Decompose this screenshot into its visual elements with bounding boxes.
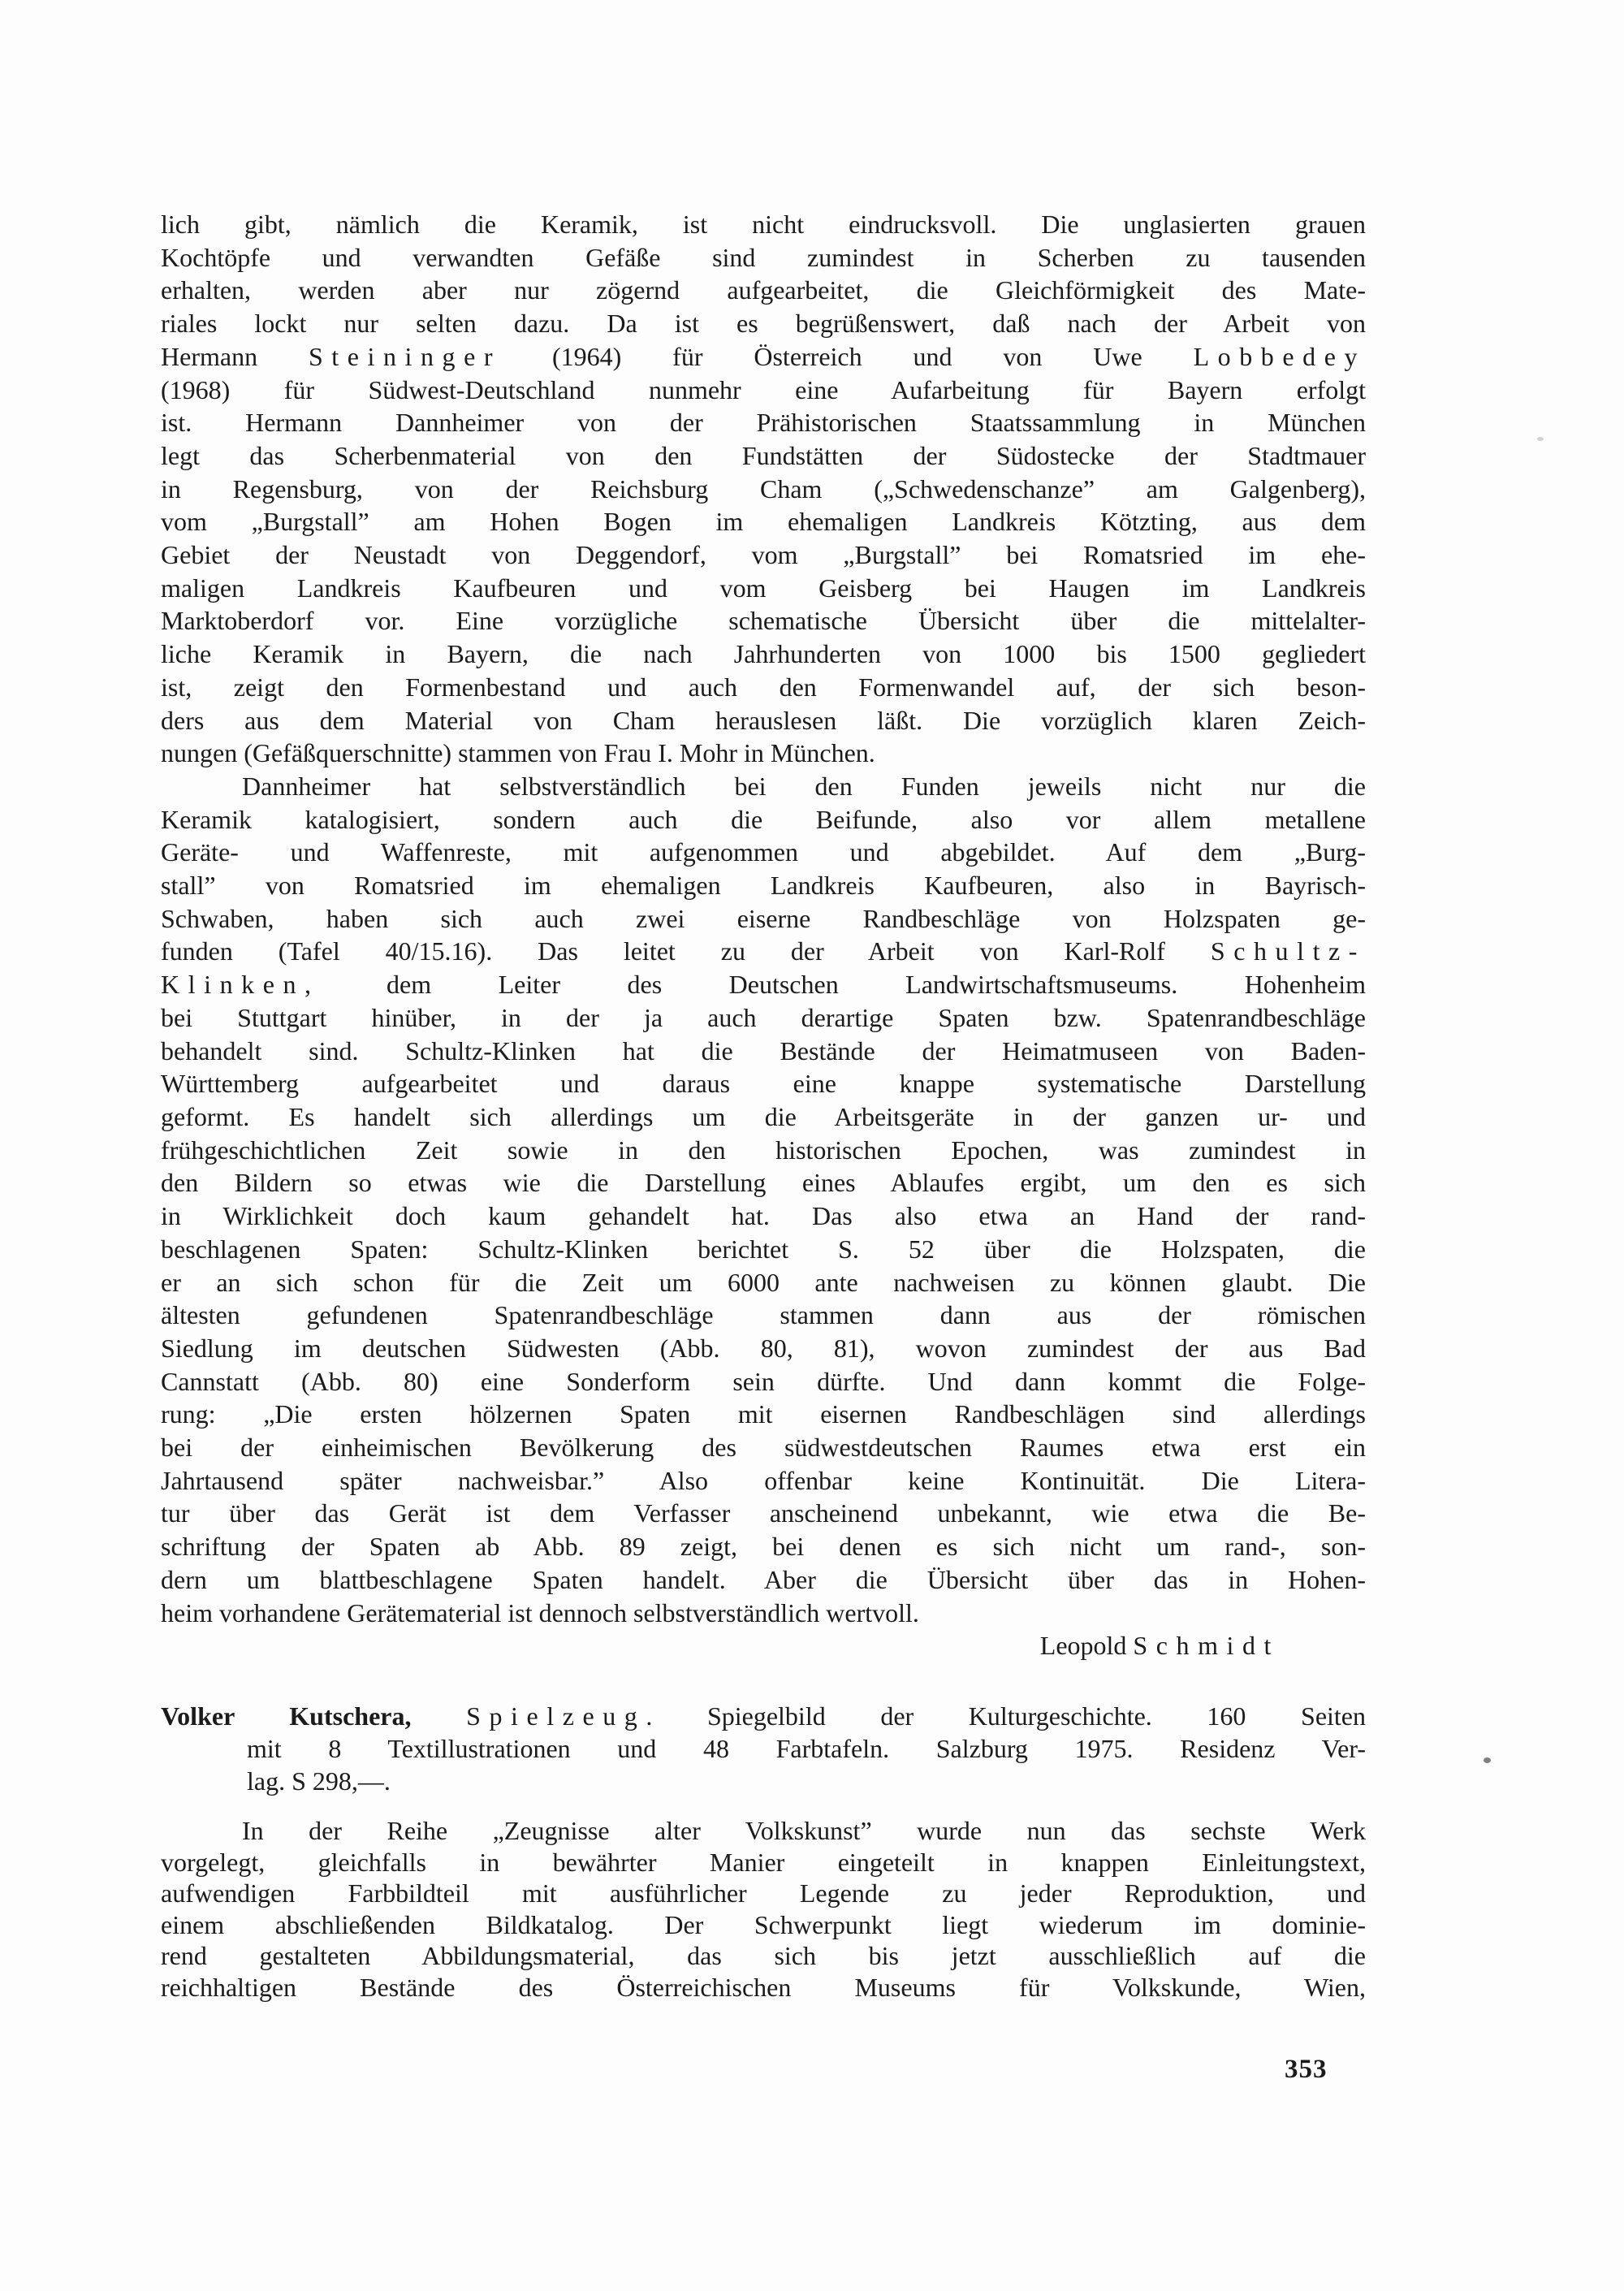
text-line	[161, 1847, 1366, 1878]
text-segment: einem abschließenden Bildkatalog. Der Schwerpunkt liegt wiederum im dominie-	[161, 1909, 1366, 1939]
letterspaced-name: Steininger	[308, 341, 502, 371]
text-segment: geformt. Es handelt sich allerdings um die Arbeitsgeräte in der ganzen ur- und	[161, 1101, 1366, 1131]
text-segment: stall” von Romatsried im ehemaligen Landkreis Kaufbeuren, also in Bayrisch-	[161, 871, 1366, 901]
text-line	[161, 1067, 1366, 1100]
text-line	[161, 836, 1366, 869]
text-line	[161, 1530, 1366, 1563]
text-segment: Leopold	[1039, 1631, 1134, 1661]
text-line	[161, 638, 1366, 671]
text-segment: behandelt sind. Schultz-Klinken hat die Bestände der Heimatmuseen von Baden-	[161, 1035, 1366, 1066]
text-line	[161, 1001, 1366, 1035]
text-segment: in Regensburg, von der Reichsburg Cham („Schwedenschanze” am Galgenberg),	[161, 473, 1366, 504]
letterspaced-name: Lobbedey	[1193, 341, 1367, 371]
text-segment: Cannstatt (Abb. 80) eine Sonderform sein dürfte. Und dann kommt die Folge-	[161, 1366, 1366, 1396]
text-segment: ist. Hermann Dannheimer von der Prähistorischen Staatssammlung in München	[161, 408, 1366, 438]
text-segment: riales lockt nur selten dazu. Da ist es begrüßenswert, daß nach der Arbeit von	[161, 309, 1366, 339]
text-segment: rend gestalteten Abbildungsmaterial, das sich bis jetzt ausschließlich auf die	[161, 1941, 1366, 1971]
text-segment: legt das Scherbenmaterial von den Fundstätten der Südostecke der Stadtmauer	[161, 440, 1366, 470]
text-segment: Hermann	[161, 341, 309, 371]
letterspaced-name: Schmidt	[1133, 1631, 1280, 1661]
text-line	[161, 1597, 1366, 1630]
text-line	[161, 1035, 1366, 1068]
text-segment: frühgeschichtlichen Zeit sowie in den historischen Epochen, was zumindest in	[161, 1135, 1366, 1165]
text-line	[161, 406, 1366, 439]
text-segment: in Wirklichkeit doch kaum gehandelt hat. Das also etwa an Hand der rand-	[161, 1201, 1366, 1231]
text-segment: Dannheimer hat selbstverständlich bei den Funden jeweils nicht nur die	[242, 771, 1366, 801]
bold-text-segment: Volker Kutschera,	[161, 1701, 412, 1731]
text-segment: Gebiet der Neustadt von Deggendorf, vom „Burgstall” bei Romatsried im ehe-	[161, 540, 1366, 570]
text-line	[161, 1266, 1366, 1299]
text-line	[161, 1815, 1366, 1847]
text-segment: maligen Landkreis Kaufbeuren und vom Geisberg bei Haugen im Landkreis	[161, 573, 1366, 603]
text-line	[161, 374, 1366, 407]
text-segment: Geräte- und Waffenreste, mit aufgenommen und abgebildet. Auf dem „Burg-	[161, 837, 1366, 867]
text-segment: Siedlung im deutschen Südwesten (Abb. 80, 81), wovon zumindest der aus Bad	[161, 1333, 1366, 1363]
text-line	[161, 704, 1366, 737]
text-line	[161, 439, 1366, 473]
text-line	[161, 1878, 1366, 1909]
text-segment: beschlagenen Spaten: Schultz-Klinken berichtet S. 52 über die Holzspaten, die	[161, 1234, 1366, 1264]
text-segment: er an sich schon für die Zeit um 6000 ante nachweisen zu können glaubt. Die	[161, 1267, 1366, 1297]
review1-text-block	[161, 208, 1366, 1662]
text-line	[161, 1765, 1366, 1797]
text-segment: Württemberg aufgearbeitet und daraus eine knappe systematische Darstellung	[161, 1069, 1366, 1099]
text-line	[161, 473, 1366, 506]
text-line	[161, 1732, 1366, 1765]
text-line	[161, 935, 1366, 968]
text-segment: (1964) für Österreich und von Uwe	[501, 341, 1194, 371]
text-line	[161, 307, 1366, 340]
text-segment: bei der einheimischen Bevölkerung des südwestdeutschen Raumes etwa erst ein	[161, 1433, 1366, 1463]
text-line	[161, 1299, 1366, 1332]
text-segment: bei Stuttgart hinüber, in der ja auch derartige Spaten bzw. Spatenrandbeschläge	[161, 1002, 1366, 1032]
text-line	[161, 1166, 1366, 1200]
text-line	[161, 1700, 1366, 1732]
text-segment: vorgelegt, gleichfalls in bewährter Manier eingeteilt in knappen Einleitungstext,	[161, 1847, 1366, 1877]
text-line	[161, 1464, 1366, 1498]
text-line	[161, 803, 1366, 836]
text-segment: mit 8 Textillustrationen und 48 Farbtafeln. Salzburg 1975. Residenz Ver-	[247, 1734, 1366, 1763]
text-segment: In der Reihe „Zeugnisse alter Volkskunst” wurde nun das sechste Werk	[242, 1816, 1366, 1845]
text-segment: nungen (Gefäßquerschnitte) stammen von Frau I. Mohr in München.	[161, 738, 875, 768]
text-line	[161, 572, 1366, 605]
text-segment: Schwaben, haben sich auch zwei eiserne Randbeschläge von Holzspaten ge-	[161, 903, 1366, 933]
text-line	[161, 671, 1366, 704]
text-segment: dem Leiter des Deutschen Landwirtschaftsmuseums. Hohenheim	[319, 970, 1366, 1000]
text-segment: liche Keramik in Bayern, die nach Jahrhunderten von 1000 bis 1500 gegliedert	[161, 639, 1366, 669]
text-segment: den Bildern so etwas wie die Darstellung eines Ablaufes ergibt, um den es sich	[161, 1168, 1366, 1198]
text-segment: aufwendigen Farbbildteil mit ausführlicher Legende zu jeder Reproduktion, und	[161, 1878, 1366, 1908]
text-segment	[412, 1701, 467, 1731]
text-line	[161, 1365, 1366, 1398]
text-line	[161, 340, 1366, 374]
text-line	[161, 902, 1366, 936]
text-segment: Marktoberdorf vor. Eine vorzügliche schematische Übersicht über die mittelalter-	[161, 606, 1366, 636]
text-segment: . Spiegelbild der Kulturgeschichte. 160 Seiten	[646, 1701, 1367, 1731]
text-segment: ältesten gefundenen Spatenrandbeschläge stammen dann aus der römischen	[161, 1300, 1366, 1330]
scan-speck	[1484, 1757, 1491, 1763]
text-line	[161, 869, 1366, 902]
text-segment: ist, zeigt den Formenbestand und auch den Formenwandel auf, der sich beson-	[161, 672, 1366, 702]
text-line	[161, 1497, 1366, 1530]
text-segment: lich gibt, nämlich die Keramik, ist nicht eindrucksvoll. Die unglasierten grauen	[161, 210, 1366, 239]
text-segment: rung: „Die ersten hölzernen Spaten mit eisernen Randbeschlägen sind allerdings	[161, 1399, 1366, 1429]
text-segment: reichhaltigen Bestände des Österreichischen Museums für Volkskunde, Wien,	[161, 1972, 1366, 2002]
text-segment: heim vorhandene Gerätematerial ist dennoch selbstverständlich wertvoll.	[161, 1597, 919, 1627]
text-line	[161, 1233, 1366, 1266]
text-segment: funden (Tafel 40/15.16). Das leitet zu der Arbeit von Karl-Rolf	[161, 936, 1211, 966]
text-line	[161, 1563, 1366, 1597]
text-line	[161, 1100, 1366, 1134]
text-segment: vom „Burgstall” am Hohen Bogen im ehemaligen Landkreis Kötzting, aus dem	[161, 507, 1366, 537]
text-line	[161, 241, 1366, 274]
text-segment: tur über das Gerät ist dem Verfasser anscheinend unbekannt, wie etwa die Be-	[161, 1498, 1366, 1528]
text-line	[161, 1332, 1366, 1365]
text-segment: lag. S 298,—.	[247, 1766, 391, 1796]
text-segment: Keramik katalogisiert, sondern auch die Beifunde, also vor allem metallene	[161, 804, 1366, 834]
text-line	[161, 1398, 1366, 1431]
review2-heading-block	[161, 1700, 1366, 1797]
page-number: 353	[1285, 2055, 1328, 2084]
letterspaced-name: Klinken,	[161, 970, 320, 1000]
letterspaced-name: Spielzeug	[466, 1701, 646, 1731]
text-segment: ders aus dem Material von Cham herauslesen läßt. Die vorzüglich klaren Zeich-	[161, 705, 1366, 735]
text-segment: (1968) für Südwest-Deutschland nunmehr eine Aufarbeitung für Bayern erfolgt	[161, 374, 1366, 404]
text-line	[161, 968, 1366, 1001]
text-segment: Kochtöpfe und verwandten Gefäße sind zumindest in Scherben zu tausenden	[161, 242, 1366, 272]
text-line	[161, 1972, 1366, 2004]
text-line	[161, 274, 1366, 307]
text-segment: Jahrtausend später nachweisbar.” Also offenbar keine Kontinuität. Die Litera-	[161, 1465, 1366, 1495]
text-line	[161, 538, 1366, 572]
letterspaced-name: Schultz-	[1210, 936, 1366, 966]
text-line	[161, 604, 1366, 638]
text-line	[161, 737, 1366, 770]
text-line	[161, 1940, 1366, 1972]
text-line	[161, 1909, 1366, 1941]
text-segment: erhalten, werden aber nur zögernd aufgearbeitet, die Gleichförmigkeit des Mate-	[161, 275, 1366, 305]
text-segment: schriftung der Spaten ab Abb. 89 zeigt, bei denen es sich nicht um rand-, son-	[161, 1532, 1366, 1562]
text-segment: dern um blattbeschlagene Spaten handelt. Aber die Übersicht über das in Hohen-	[161, 1564, 1366, 1594]
text-line	[161, 770, 1366, 803]
text-line	[161, 208, 1366, 241]
text-line	[161, 1134, 1366, 1167]
text-line	[161, 1629, 1366, 1662]
text-line	[161, 1431, 1366, 1464]
scan-speck	[1537, 437, 1544, 441]
text-line	[161, 505, 1366, 538]
review2-paragraph-block	[161, 1815, 1366, 2004]
text-line	[161, 1200, 1366, 1233]
